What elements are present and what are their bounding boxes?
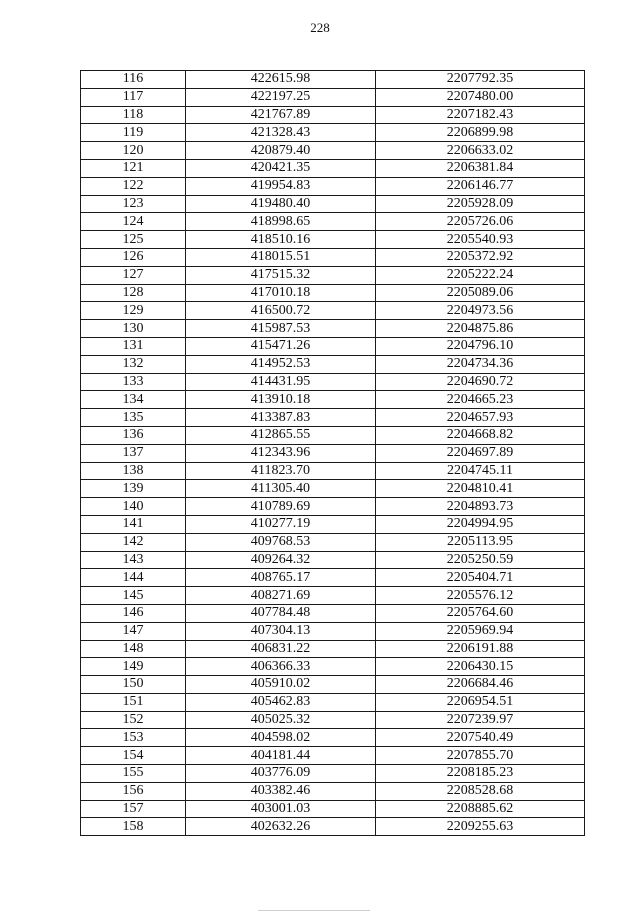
x-coordinate-cell: 417010.18 (186, 284, 376, 302)
point-number-cell: 147 (81, 622, 186, 640)
point-number-cell: 156 (81, 782, 186, 800)
y-coordinate-cell: 2204994.95 (376, 515, 585, 533)
point-number-cell: 127 (81, 266, 186, 284)
y-coordinate-cell: 2204690.72 (376, 373, 585, 391)
x-coordinate-cell: 403382.46 (186, 782, 376, 800)
table-row (81, 231, 585, 249)
point-number-cell: 126 (81, 248, 186, 266)
y-coordinate-cell: 2207182.43 (376, 106, 585, 124)
x-coordinate-cell: 420879.40 (186, 142, 376, 160)
point-number-cell: 135 (81, 409, 186, 427)
table-row (81, 124, 585, 142)
point-number-cell: 157 (81, 800, 186, 818)
table-row (81, 444, 585, 462)
table-row (81, 391, 585, 409)
table-row (81, 515, 585, 533)
table-row (81, 658, 585, 676)
y-coordinate-cell: 2207540.49 (376, 729, 585, 747)
point-number-cell: 155 (81, 765, 186, 783)
point-number-cell: 117 (81, 88, 186, 106)
y-coordinate-cell: 2204745.11 (376, 462, 585, 480)
table-row (81, 765, 585, 783)
table-row (81, 782, 585, 800)
point-number-cell: 125 (81, 231, 186, 249)
y-coordinate-cell: 2205928.09 (376, 195, 585, 213)
page-number: 228 (310, 20, 330, 35)
table-row (81, 604, 585, 622)
table-row (81, 426, 585, 444)
table-row (81, 355, 585, 373)
y-coordinate-cell: 2204796.10 (376, 337, 585, 355)
table-row (81, 498, 585, 516)
x-coordinate-cell: 419480.40 (186, 195, 376, 213)
table-row (81, 640, 585, 658)
y-coordinate-cell: 2204973.56 (376, 302, 585, 320)
table-row (81, 462, 585, 480)
point-number-cell: 140 (81, 498, 186, 516)
y-coordinate-cell: 2207792.35 (376, 71, 585, 89)
x-coordinate-cell: 408765.17 (186, 569, 376, 587)
x-coordinate-cell: 422197.25 (186, 88, 376, 106)
table-row (81, 729, 585, 747)
x-coordinate-cell: 404598.02 (186, 729, 376, 747)
x-coordinate-cell: 414952.53 (186, 355, 376, 373)
table-row (81, 676, 585, 694)
point-number-cell: 118 (81, 106, 186, 124)
x-coordinate-cell: 404181.44 (186, 747, 376, 765)
y-coordinate-cell: 2204697.89 (376, 444, 585, 462)
x-coordinate-cell: 415471.26 (186, 337, 376, 355)
x-coordinate-cell: 408271.69 (186, 587, 376, 605)
point-number-cell: 132 (81, 355, 186, 373)
point-number-cell: 128 (81, 284, 186, 302)
x-coordinate-cell: 402632.26 (186, 818, 376, 836)
table-row (81, 177, 585, 195)
x-coordinate-cell: 403001.03 (186, 800, 376, 818)
table-row (81, 551, 585, 569)
table-row (81, 248, 585, 266)
table-row (81, 71, 585, 89)
y-coordinate-cell: 2204657.93 (376, 409, 585, 427)
table-row (81, 302, 585, 320)
x-coordinate-cell: 405910.02 (186, 676, 376, 694)
x-coordinate-cell: 410277.19 (186, 515, 376, 533)
y-coordinate-cell: 2204875.86 (376, 320, 585, 338)
x-coordinate-cell: 406831.22 (186, 640, 376, 658)
x-coordinate-cell: 420421.35 (186, 159, 376, 177)
y-coordinate-cell: 2206633.02 (376, 142, 585, 160)
y-coordinate-cell: 2207855.70 (376, 747, 585, 765)
y-coordinate-cell: 2208185.23 (376, 765, 585, 783)
x-coordinate-cell: 412865.55 (186, 426, 376, 444)
y-coordinate-cell: 2209255.63 (376, 818, 585, 836)
x-coordinate-cell: 421328.43 (186, 124, 376, 142)
x-coordinate-cell: 415987.53 (186, 320, 376, 338)
x-coordinate-cell: 413387.83 (186, 409, 376, 427)
x-coordinate-cell: 405462.83 (186, 693, 376, 711)
table-row (81, 800, 585, 818)
x-coordinate-cell: 412343.96 (186, 444, 376, 462)
table-row (81, 587, 585, 605)
scan-artifact-line (258, 910, 370, 911)
y-coordinate-cell: 2205404.71 (376, 569, 585, 587)
x-coordinate-cell: 417515.32 (186, 266, 376, 284)
point-number-cell: 136 (81, 426, 186, 444)
x-coordinate-cell: 419954.83 (186, 177, 376, 195)
coordinate-table (80, 70, 585, 836)
y-coordinate-cell: 2206146.77 (376, 177, 585, 195)
y-coordinate-cell: 2206191.88 (376, 640, 585, 658)
point-number-cell: 139 (81, 480, 186, 498)
point-number-cell: 143 (81, 551, 186, 569)
table-row (81, 622, 585, 640)
table-row (81, 320, 585, 338)
y-coordinate-cell: 2205969.94 (376, 622, 585, 640)
y-coordinate-cell: 2205764.60 (376, 604, 585, 622)
table-row (81, 213, 585, 231)
point-number-cell: 146 (81, 604, 186, 622)
point-number-cell: 138 (81, 462, 186, 480)
point-number-cell: 145 (81, 587, 186, 605)
point-number-cell: 123 (81, 195, 186, 213)
y-coordinate-cell: 2205089.06 (376, 284, 585, 302)
table-row (81, 195, 585, 213)
y-coordinate-cell: 2204893.73 (376, 498, 585, 516)
y-coordinate-cell: 2207239.97 (376, 711, 585, 729)
y-coordinate-cell: 2205222.24 (376, 266, 585, 284)
y-coordinate-cell: 2205540.93 (376, 231, 585, 249)
table-row (81, 818, 585, 836)
y-coordinate-cell: 2206381.84 (376, 159, 585, 177)
x-coordinate-cell: 418015.51 (186, 248, 376, 266)
x-coordinate-cell: 411305.40 (186, 480, 376, 498)
point-number-cell: 130 (81, 320, 186, 338)
table-row (81, 533, 585, 551)
table-row (81, 266, 585, 284)
point-number-cell: 129 (81, 302, 186, 320)
point-number-cell: 149 (81, 658, 186, 676)
x-coordinate-cell: 410789.69 (186, 498, 376, 516)
x-coordinate-cell: 416500.72 (186, 302, 376, 320)
x-coordinate-cell: 418510.16 (186, 231, 376, 249)
y-coordinate-cell: 2204734.36 (376, 355, 585, 373)
y-coordinate-cell: 2204810.41 (376, 480, 585, 498)
x-coordinate-cell: 409264.32 (186, 551, 376, 569)
point-number-cell: 124 (81, 213, 186, 231)
point-number-cell: 158 (81, 818, 186, 836)
table-row (81, 284, 585, 302)
table-row (81, 693, 585, 711)
y-coordinate-cell: 2205250.59 (376, 551, 585, 569)
x-coordinate-cell: 414431.95 (186, 373, 376, 391)
table-row (81, 480, 585, 498)
point-number-cell: 144 (81, 569, 186, 587)
x-coordinate-cell: 406366.33 (186, 658, 376, 676)
x-coordinate-cell: 405025.32 (186, 711, 376, 729)
point-number-cell: 148 (81, 640, 186, 658)
y-coordinate-cell: 2205372.92 (376, 248, 585, 266)
point-number-cell: 137 (81, 444, 186, 462)
x-coordinate-cell: 418998.65 (186, 213, 376, 231)
y-coordinate-cell: 2205576.12 (376, 587, 585, 605)
point-number-cell: 150 (81, 676, 186, 694)
y-coordinate-cell: 2204665.23 (376, 391, 585, 409)
x-coordinate-cell: 407784.48 (186, 604, 376, 622)
point-number-cell: 152 (81, 711, 186, 729)
table-row (81, 373, 585, 391)
y-coordinate-cell: 2205726.06 (376, 213, 585, 231)
point-number-cell: 116 (81, 71, 186, 89)
table-row (81, 569, 585, 587)
coordinate-table-body (81, 71, 585, 836)
point-number-cell: 142 (81, 533, 186, 551)
y-coordinate-cell: 2206684.46 (376, 676, 585, 694)
point-number-cell: 121 (81, 159, 186, 177)
x-coordinate-cell: 403776.09 (186, 765, 376, 783)
table-row (81, 159, 585, 177)
y-coordinate-cell: 2207480.00 (376, 88, 585, 106)
table-row (81, 337, 585, 355)
table-row (81, 409, 585, 427)
table-row (81, 711, 585, 729)
x-coordinate-cell: 422615.98 (186, 71, 376, 89)
y-coordinate-cell: 2205113.95 (376, 533, 585, 551)
x-coordinate-cell: 407304.13 (186, 622, 376, 640)
x-coordinate-cell: 409768.53 (186, 533, 376, 551)
y-coordinate-cell: 2208885.62 (376, 800, 585, 818)
x-coordinate-cell: 421767.89 (186, 106, 376, 124)
x-coordinate-cell: 411823.70 (186, 462, 376, 480)
point-number-cell: 154 (81, 747, 186, 765)
y-coordinate-cell: 2204668.82 (376, 426, 585, 444)
table-row (81, 106, 585, 124)
table-row (81, 142, 585, 160)
point-number-cell: 153 (81, 729, 186, 747)
table-row (81, 88, 585, 106)
y-coordinate-cell: 2208528.68 (376, 782, 585, 800)
y-coordinate-cell: 2206899.98 (376, 124, 585, 142)
point-number-cell: 120 (81, 142, 186, 160)
y-coordinate-cell: 2206430.15 (376, 658, 585, 676)
point-number-cell: 122 (81, 177, 186, 195)
point-number-cell: 141 (81, 515, 186, 533)
point-number-cell: 119 (81, 124, 186, 142)
point-number-cell: 131 (81, 337, 186, 355)
table-row (81, 747, 585, 765)
point-number-cell: 133 (81, 373, 186, 391)
point-number-cell: 134 (81, 391, 186, 409)
x-coordinate-cell: 413910.18 (186, 391, 376, 409)
y-coordinate-cell: 2206954.51 (376, 693, 585, 711)
point-number-cell: 151 (81, 693, 186, 711)
